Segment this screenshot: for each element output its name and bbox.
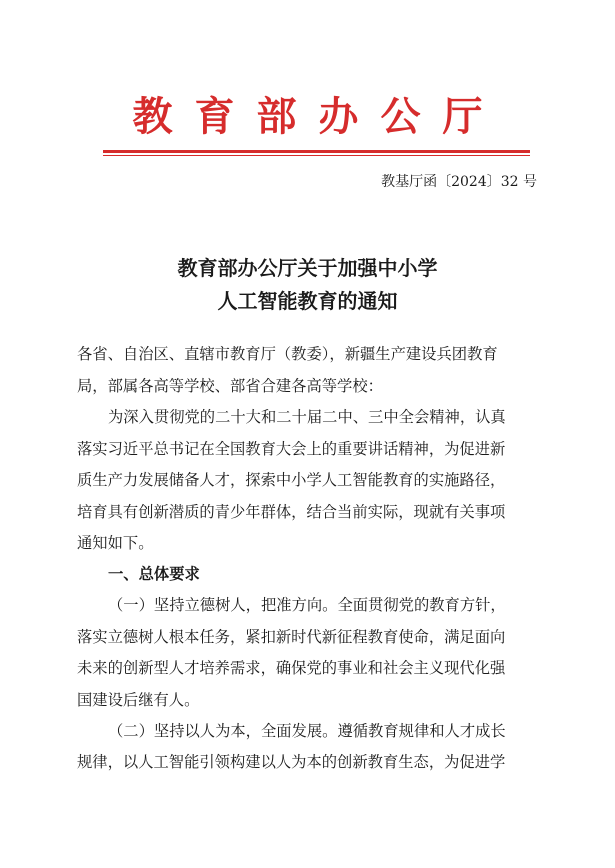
document-number: 教基厅函〔2024〕32 号 [381,174,537,190]
document-title-line-1: 教育部办公厅关于加强中小学 [177,256,438,280]
intro-line-2: 落实习近平总书记在全国教育大会上的重要讲话精神，为促进新 [77,440,506,458]
intro-line-3: 质生产力发展储备人才，探索中小学人工智能教育的实施路径， [77,471,506,489]
addressee-line-1: 各省、自治区、直辖市教育厅（教委），新疆生产建设兵团教育 [77,345,498,363]
intro-line-1: 为深入贯彻党的二十大和二十届二中、三中全会精神，认真 [108,408,506,426]
issuing-authority-header: 教育部办公厅 [132,93,505,140]
item1-line-3: 未来的创新型人才培养需求，确保党的事业和社会主义现代化强 [77,659,506,677]
item1-line-4: 国建设后继有人。 [77,691,200,709]
intro-line-4: 培育具有创新潜质的青少年群体，结合当前实际，现就有关事项 [77,503,506,521]
section-heading-general-requirements: 一、总体要求 [108,565,200,583]
red-header-rule-thick [103,150,530,153]
item2-line-1: （二）坚持以人为本，全面发展。遵循教育规律和人才成长 [108,722,506,740]
item1-line-2: 落实立德树人根本任务，紧扣新时代新征程教育使命，满足面向 [77,628,506,646]
intro-line-5: 通知如下。 [77,534,154,552]
red-header-rule-thin [103,155,530,156]
item1-line-1: （一）坚持立德树人，把准方向。全面贯彻党的教育方针， [108,596,506,614]
item2-line-2: 规律，以人工智能引领构建以人为本的创新教育生态，为促进学 [77,753,506,771]
addressee-line-2: 局，部属各高等学校、部省合建各高等学校： [77,377,383,395]
document-title-line-2: 人工智能教育的通知 [217,289,398,313]
